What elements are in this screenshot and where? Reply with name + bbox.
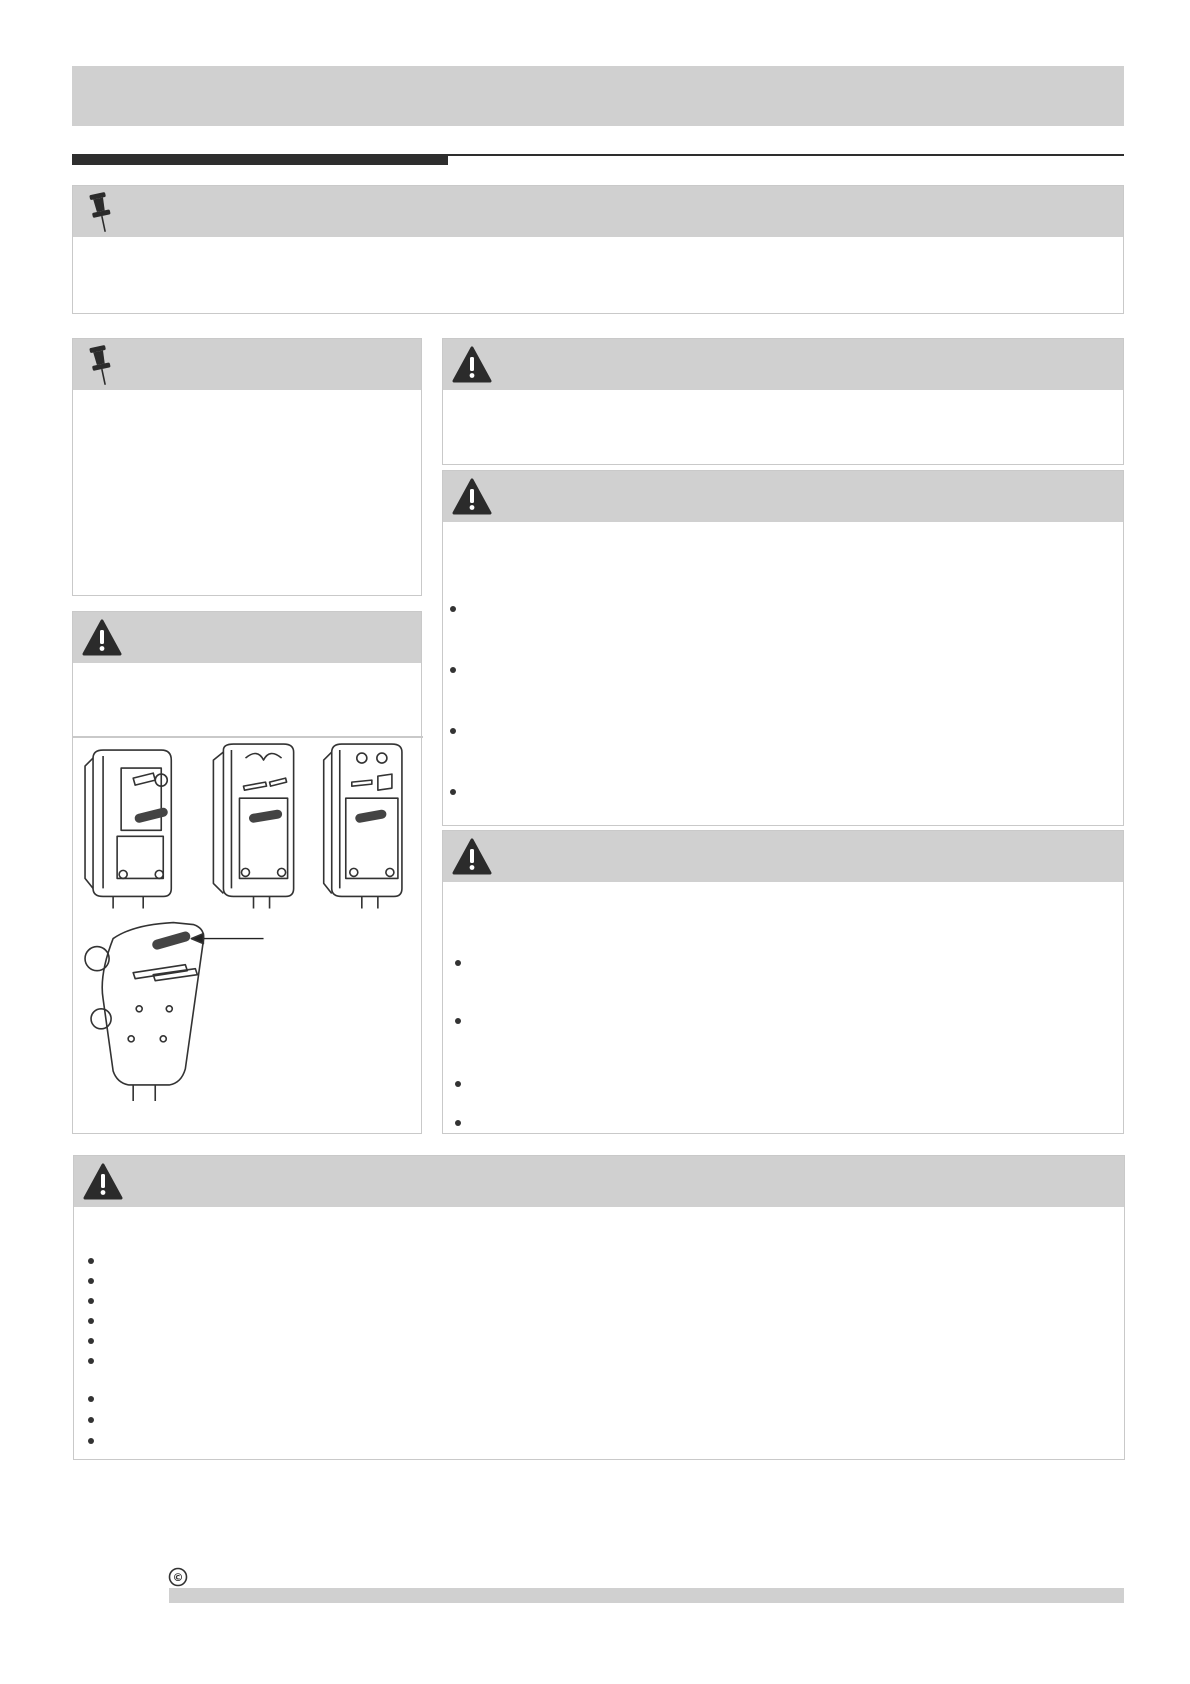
warning-icon (81, 616, 123, 660)
list-bullet (455, 1018, 461, 1024)
header-band (72, 66, 1124, 126)
list-bullet (450, 667, 456, 673)
note-box-header (73, 339, 421, 390)
plug-illustration-2 (213, 744, 293, 908)
warning-box-header (443, 471, 1123, 522)
pushpin-icon (81, 190, 123, 234)
warning-box-header (443, 339, 1123, 390)
plug-illustration-1 (85, 750, 171, 908)
warning-box-right-1 (442, 338, 1124, 465)
warning-box-header (73, 612, 421, 663)
list-bullet (88, 1278, 94, 1284)
copyright-symbol: © (172, 1571, 184, 1584)
list-bullet (450, 728, 456, 734)
list-bullet (88, 1396, 94, 1402)
footer-band (169, 1588, 1124, 1603)
warning-box-right-2 (442, 470, 1124, 826)
warning-icon (451, 835, 493, 879)
list-bullet (455, 1081, 461, 1087)
pushpin-icon (81, 343, 123, 387)
list-bullet (88, 1318, 94, 1324)
copyright-icon (167, 1566, 189, 1588)
list-bullet (455, 1120, 461, 1126)
list-bullet (450, 606, 456, 612)
warning-icon (451, 343, 493, 387)
plug-illustration-3 (324, 744, 402, 908)
list-bullet (450, 789, 456, 795)
note-box-wide (72, 185, 1124, 314)
warning-box-header (74, 1156, 1124, 1207)
list-bullet (88, 1438, 94, 1444)
note-box-header (73, 186, 1123, 237)
warning-icon (451, 475, 493, 519)
warning-box-bottom (73, 1155, 1125, 1460)
warning-icon (82, 1160, 124, 1204)
list-bullet (88, 1258, 94, 1264)
plug-figures (73, 738, 421, 1136)
section-rule-accent (72, 154, 448, 165)
plug-illustration-angled (85, 923, 264, 1102)
warning-box-right-3 (442, 830, 1124, 1134)
list-bullet (88, 1298, 94, 1304)
list-bullet (88, 1417, 94, 1423)
list-bullet (88, 1358, 94, 1364)
note-box-left (72, 338, 422, 596)
warning-box-left (72, 611, 422, 1134)
list-bullet (88, 1338, 94, 1344)
warning-box-header (443, 831, 1123, 882)
list-bullet (455, 960, 461, 966)
